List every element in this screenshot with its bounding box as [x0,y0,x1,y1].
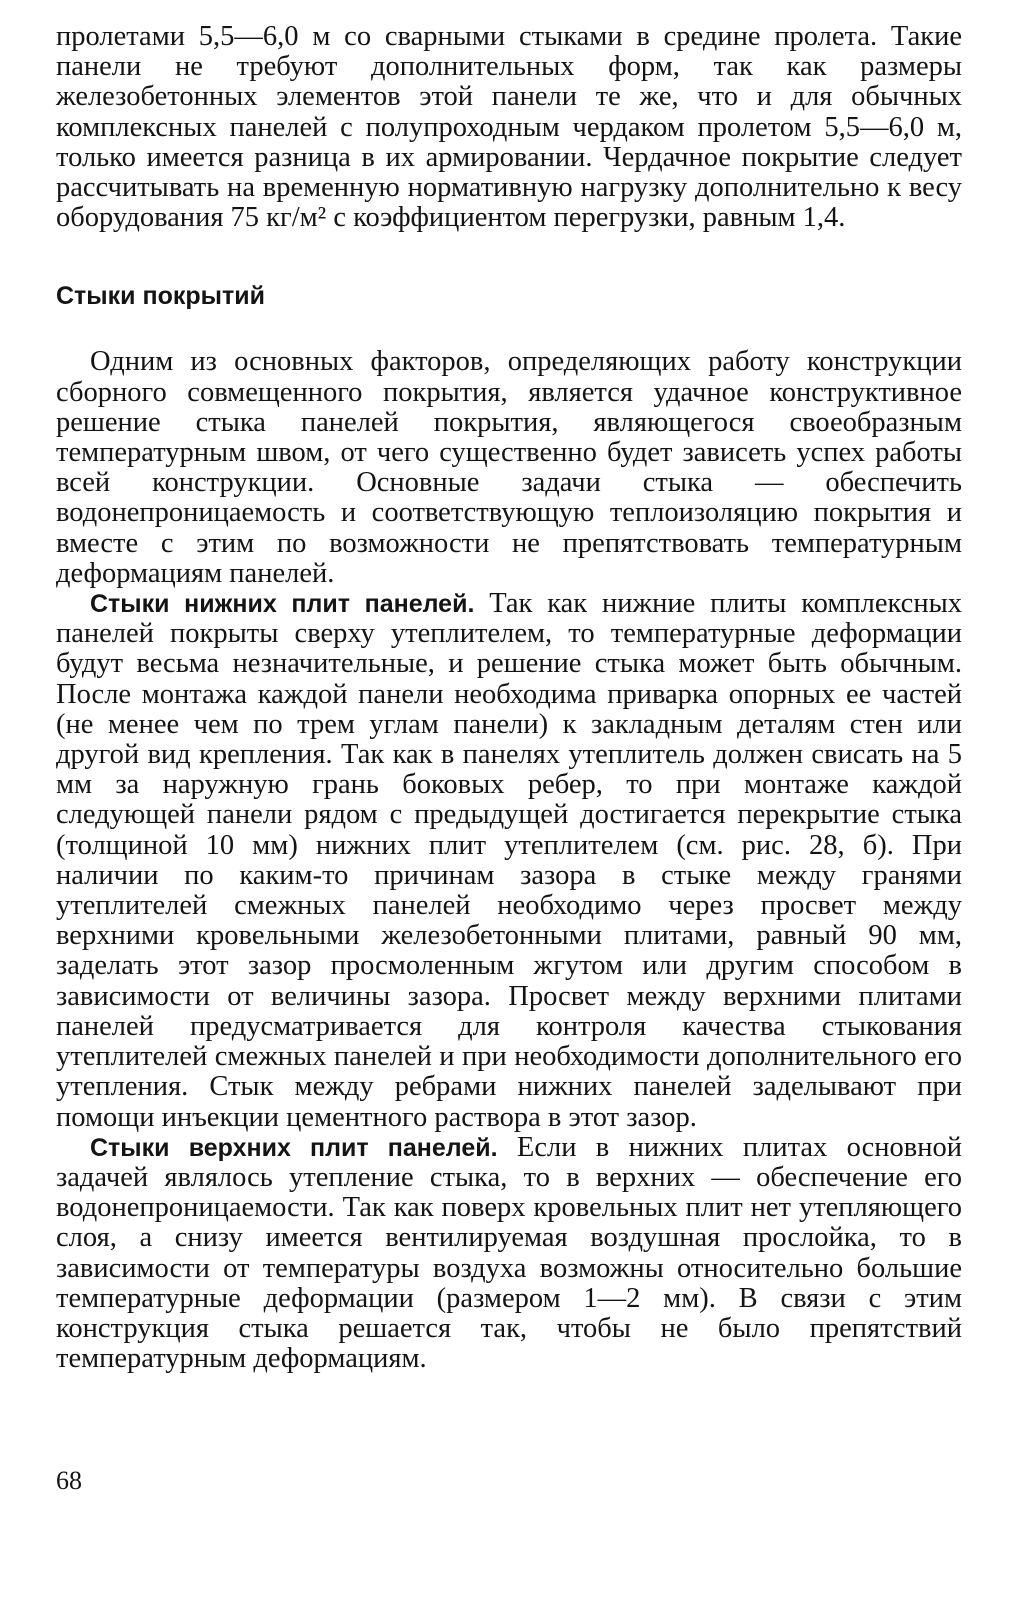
section-heading: Стыки покрытий [56,282,265,311]
paragraph-lower-slab-joints [56,589,962,1133]
page-number: 68 [56,1466,82,1495]
runin-heading-lower-slabs: Стыки нижних плит панелей. [90,590,475,619]
paragraph-upper-slab-text: Если в нижних плитах основной задачей являлось утепление стыка, то в верхних — обеспечение его водонепроницаемости. Так как поверх кровельных плит нет утепляющего слоя, а снизу имеется вентилируемая воздушная прослойка, то в зависимости от температуры воздуха возможны относительно большие температурные деформации (размером 1—2 мм). В связи с этим конструкция стыка решается так, чтобы не было препятствий температурным деформациям. [56,1131,962,1375]
paragraph-joints-overview: Одним из основных факторов, определяющих работу конструкции сборного совмещенного покрытия, является удачное конструктивное решение стыка панелей покрытия, являющегося своеобразным температурным швом, от чего существенно будет зависеть успех работы всей конструкции. Основные задачи стыка — обеспечить водонепроницаемость и соответствующую теплоизоляцию покрытия и вместе с этим по возможности не препятствовать температурным деформациям панелей. [56,346,962,589]
paragraph-lower-slab-text: Так как нижние плиты комплексных панелей покрыты сверху утеплителем, то температурные деформации будут весьма незначительные, и решение стыка может быть обычным. После монтажа каждой панели необходима приварка опорных ее частей (не менее чем по трем углам панели) к закладным деталям стен или другой вид крепления. Так как в панелях утеплитель должен свисать на 5 мм за наружную грань боковых ребер, то при монтаже каждой следующей панели рядом с предыдущей достигается перекрытие стыка (толщиной 10 мм) нижних плит утеплителем (см. рис. 28, б). При наличии по каким-то причинам зазора в стыке между гранями утеплителей смежных панелей необходимо через просвет между верхними кровельными железобетонными плитами, равный 90 мм, заделать этот зазор просмоленным жгутом или другим способом в зависимости от величины зазора. Просвет между верхними плитами панелей предусматривается для контроля качества стыкования утеплителей смежных панелей и при необходимости дополнительного его утепления. Стык между ребрами нижних панелей заделывают при помощи инъекции цементного раствора в этот зазор. [56,588,962,1133]
runin-heading-upper-slabs: Стыки верхних плит панелей. [90,1133,498,1162]
paragraph-intro: пролетами 5,5—6,0 м со сварными стыками в средине пролета. Такие панели не требуют дополнительных форм, так как размеры железобетонных элементов этой панели те же, что и для обычных комплексных панелей с полупроходным чердаком пролетом 5,5—6,0 м, только имеется разница в их армировании. Чердачное покрытие следует рассчитывать на временную нормативную нагрузку дополнительно к весу оборудования 75 кг/м² с коэффициентом перегрузки, равным 1,4. [56,21,962,234]
paragraph-upper-slab-joints [56,1133,962,1375]
page-content [56,22,962,1374]
